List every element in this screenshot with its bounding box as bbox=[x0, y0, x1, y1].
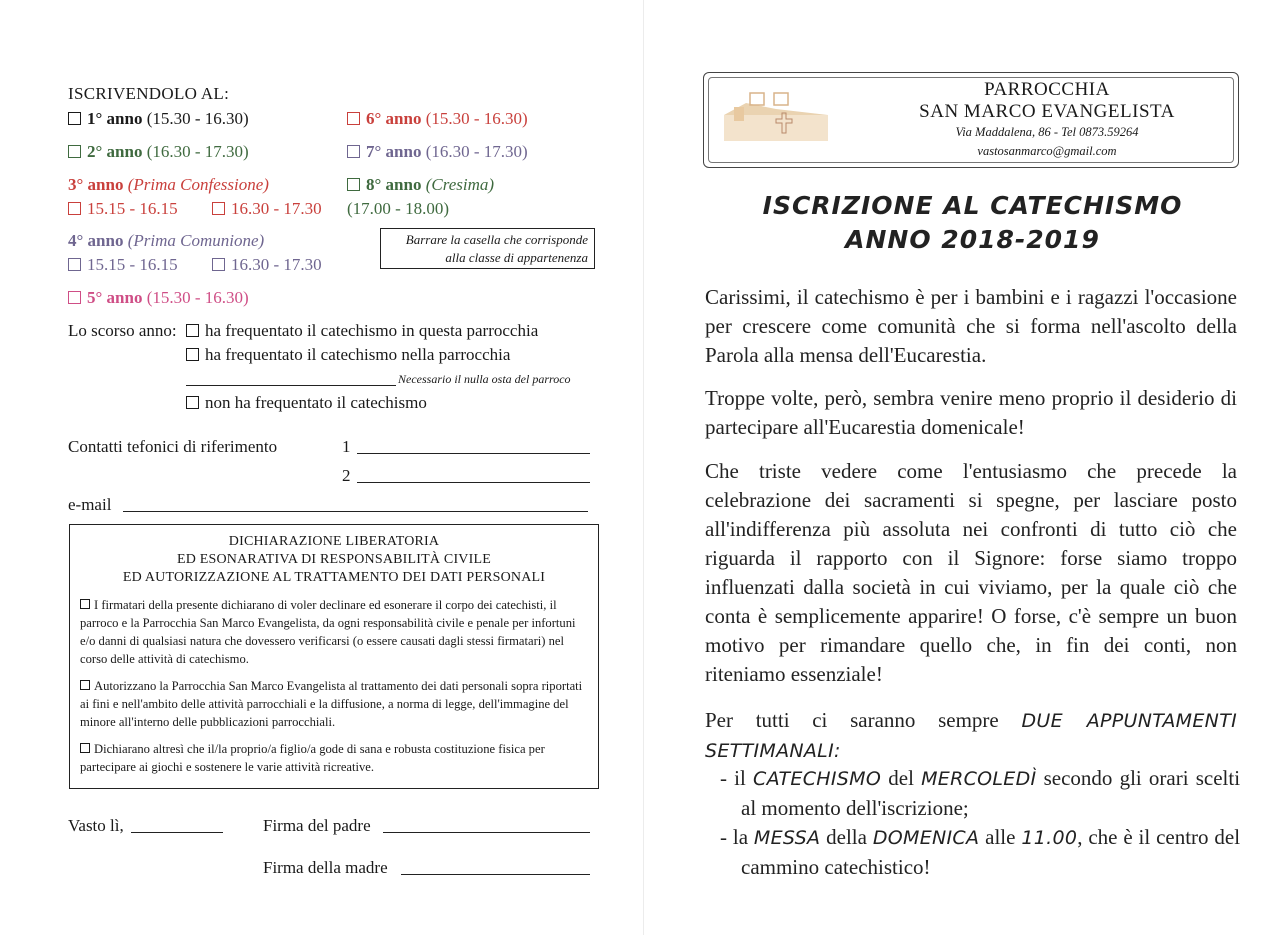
checkbox-icon[interactable] bbox=[80, 680, 90, 690]
paragraph-4 bbox=[705, 706, 1237, 766]
paragraph-1: Carissimi, il catechismo è per i bambini e i ragazzi l'occasione per crescere come comunità che si forma nell'ascolto della Parola alla mensa dell'Eucarestia. bbox=[705, 285, 1237, 367]
declaration-item-2-text: Autorizzano la Parrocchia San Marco Evangelista al trattamento dei dati personali sopra riportati ai fini e nell'ambito delle attività parrocchiali e la diffusione, a norma di legge, dell'immagine del minore all'interno delle pubblicazioni parrocchiali. bbox=[80, 679, 583, 729]
declaration-title bbox=[80, 533, 588, 587]
year-3-slot-1[interactable] bbox=[68, 199, 178, 219]
paragraph-4-text: Per tutti ci saranno sempre bbox=[705, 708, 999, 732]
checkbox-icon[interactable] bbox=[68, 145, 81, 158]
parish-email: vastosanmarco@gmail.com bbox=[977, 144, 1117, 158]
year-4-slot-2[interactable] bbox=[212, 255, 322, 275]
bullet-text: secondo gli orari scelti al momento dell'iscrizione; bbox=[741, 766, 1241, 820]
instruction-line-1: Barrare la casella che corrisponde bbox=[405, 232, 588, 247]
checkbox-icon[interactable] bbox=[68, 112, 81, 125]
mass-keyword: MESSA bbox=[753, 827, 821, 849]
year-4-slot-1[interactable] bbox=[68, 255, 178, 275]
year-7-time: (16.30 - 17.30) bbox=[425, 142, 528, 161]
date-field[interactable] bbox=[131, 832, 223, 833]
last-year-label: Lo scorso anno: bbox=[68, 321, 177, 340]
year-4-option bbox=[68, 231, 264, 251]
year-8-option[interactable] bbox=[347, 175, 494, 195]
contact-2-number: 2 bbox=[342, 466, 351, 485]
year-3-slot-1-label: 15.15 - 16.15 bbox=[87, 199, 178, 218]
checkbox-icon[interactable] bbox=[186, 396, 199, 409]
declaration-title-line-2: ED ESONARATIVA DI RESPONSABILITÀ CIVILE bbox=[177, 552, 491, 567]
appointments-keyword: DUE APPUNTAMENTI SETTIMANALI: bbox=[705, 710, 1237, 762]
year-3-slot-2[interactable] bbox=[212, 199, 322, 219]
year-4-label: 4° anno bbox=[68, 231, 124, 250]
document-subtitle: ANNO 2018-2019 bbox=[845, 225, 1100, 254]
sunday-keyword: DOMENICA bbox=[872, 827, 980, 849]
declaration-item-3 bbox=[80, 740, 588, 776]
parish-info bbox=[864, 79, 1230, 161]
year-5-time: (15.30 - 16.30) bbox=[146, 288, 249, 307]
last-year-option-2[interactable] bbox=[186, 345, 510, 365]
father-signature-field[interactable] bbox=[383, 832, 590, 833]
list-item bbox=[720, 764, 1240, 823]
paragraph-2: Troppe volte, però, sembra venire meno proprio il desiderio di partecipare all'Eucarestia domenicale! bbox=[705, 386, 1237, 439]
enroll-label: ISCRIVENDOLO AL: bbox=[68, 84, 230, 103]
year-1-time: (15.30 - 16.30) bbox=[146, 109, 249, 128]
year-8-time: (17.00 - 18.00) bbox=[347, 199, 449, 218]
year-6-time: (15.30 - 16.30) bbox=[425, 109, 528, 128]
checkbox-icon[interactable] bbox=[347, 145, 360, 158]
bullet-text: alle bbox=[985, 825, 1016, 849]
appointments-list bbox=[720, 764, 1240, 882]
parish-name-field[interactable] bbox=[186, 385, 396, 386]
year-3-label: 3° anno bbox=[68, 175, 124, 194]
contact-1-number: 1 bbox=[342, 437, 351, 456]
last-year-option-1[interactable] bbox=[186, 321, 538, 341]
year-3-option bbox=[68, 175, 269, 195]
bullet-dash: - bbox=[720, 825, 727, 849]
last-year-option-3-label: non ha frequentato il catechismo bbox=[205, 393, 427, 412]
bullet-text: il bbox=[734, 766, 746, 790]
parish-name: SAN MARCO EVANGELISTA bbox=[919, 101, 1175, 122]
wednesday-keyword: MERCOLEDÌ bbox=[921, 768, 1037, 790]
year-6-label: 6° anno bbox=[366, 109, 422, 128]
year-1-option[interactable] bbox=[68, 109, 249, 129]
year-4-slot-2-label: 16.30 - 17.30 bbox=[231, 255, 322, 274]
year-8-note: (Cresima) bbox=[425, 175, 495, 194]
year-5-option[interactable] bbox=[68, 288, 249, 308]
page-fold bbox=[643, 0, 644, 935]
last-year-option-2-label: ha frequentato il catechismo nella parrocchia bbox=[205, 345, 511, 364]
contacts-label: Contatti tefonici di riferimento bbox=[68, 437, 278, 456]
contact-1-field[interactable] bbox=[357, 453, 590, 454]
year-2-option[interactable] bbox=[68, 142, 249, 162]
year-7-label: 7° anno bbox=[366, 142, 422, 161]
checkbox-icon[interactable] bbox=[186, 348, 199, 361]
time-keyword: 11.00 bbox=[1021, 827, 1078, 849]
email-label: e-mail bbox=[68, 495, 112, 514]
bullet-text: , che è il centro del cammino catechistico! bbox=[741, 825, 1241, 879]
checkbox-icon[interactable] bbox=[68, 202, 81, 215]
parish-header bbox=[703, 72, 1239, 168]
instruction-note bbox=[380, 228, 595, 269]
year-2-time: (16.30 - 17.30) bbox=[146, 142, 249, 161]
place-label: Vasto lì, bbox=[68, 816, 124, 835]
checkbox-icon[interactable] bbox=[347, 112, 360, 125]
year-3-note: (Prima Confessione) bbox=[127, 175, 269, 194]
checkbox-icon[interactable] bbox=[212, 258, 225, 271]
year-7-option[interactable] bbox=[347, 142, 528, 162]
year-4-slot-1-label: 15.15 - 16.15 bbox=[87, 255, 178, 274]
year-2-label: 2° anno bbox=[87, 142, 143, 161]
checkbox-icon[interactable] bbox=[80, 599, 90, 609]
year-4-note: (Prima Comunione) bbox=[127, 231, 265, 250]
church-logo-icon bbox=[716, 85, 831, 147]
declaration-item-1-text: I firmatari della presente dichiarano di voler declinare ed esonerare il corpo dei catechisti, il parroco e la Parrocchia San Marco Evangelista, da ogni responsabilità civile e penale per infortuni e/o danni di qualsiasi natura che dovessero verificarsi (o essere causati dagli stessi firmatari) nel corso delle attività di catechismo. bbox=[80, 598, 576, 666]
bullet-text: del bbox=[888, 766, 914, 790]
bullet-text: della bbox=[826, 825, 867, 849]
year-5-label: 5° anno bbox=[87, 288, 143, 307]
mother-signature-label: Firma della madre bbox=[263, 858, 388, 877]
bullet-text: la bbox=[732, 825, 749, 849]
mother-signature-field[interactable] bbox=[401, 874, 590, 875]
liability-declaration bbox=[69, 524, 599, 789]
checkbox-icon[interactable] bbox=[68, 291, 81, 304]
parish-label: PARROCCHIA bbox=[984, 79, 1110, 100]
year-3-slot-2-label: 16.30 - 17.30 bbox=[231, 199, 322, 218]
parish-address: Via Maddalena, 86 - Tel 0873.59264 bbox=[955, 125, 1139, 139]
paragraph-3: Che triste vedere come l'entusiasmo che precede la celebrazione dei sacramenti si spegne, per lasciare posto all'indifferenza più assoluta nei confronti di tutto ciò che riguarda il rapporto con il Signore: forse siamo troppo influenzati dalla società in cui viviamo, per la quale ciò che conta è semplicemente apparire! O forse, c'è sempre un buon motivo per rimandare quello che, in fin dei conti, non riteniamo essenziale! bbox=[705, 459, 1237, 686]
declaration-item-2 bbox=[80, 677, 588, 731]
checkbox-icon[interactable] bbox=[186, 324, 199, 337]
declaration-item-3-text: Dichiarano altresì che il/la proprio/a figlio/a gode di sana e robusta costituzione fisica per partecipare ai giochi e sostenere le varie attività ricreative. bbox=[80, 742, 545, 774]
checkbox-icon[interactable] bbox=[212, 202, 225, 215]
checkbox-icon[interactable] bbox=[347, 178, 360, 191]
checkbox-icon[interactable] bbox=[68, 258, 81, 271]
checkbox-icon[interactable] bbox=[80, 743, 90, 753]
last-year-option-3[interactable] bbox=[186, 393, 427, 413]
list-item bbox=[720, 823, 1240, 882]
last-year-option-1-label: ha frequentato il catechismo in questa parrocchia bbox=[205, 321, 539, 340]
document-title: ISCRIZIONE AL CATECHISMO bbox=[762, 191, 1183, 220]
year-1-label: 1° anno bbox=[87, 109, 143, 128]
instruction-line-2: alla classe di appartenenza bbox=[445, 250, 588, 265]
year-6-option[interactable] bbox=[347, 109, 528, 129]
father-signature-label: Firma del padre bbox=[263, 816, 371, 835]
year-8-label: 8° anno bbox=[366, 175, 422, 194]
contact-2-field[interactable] bbox=[357, 482, 590, 483]
catechism-keyword: CATECHISMO bbox=[753, 768, 882, 790]
bullet-dash: - bbox=[720, 766, 727, 790]
declaration-title-line-1: DICHIARAZIONE LIBERATORIA bbox=[228, 534, 440, 549]
declaration-item-1 bbox=[80, 596, 588, 668]
email-field[interactable] bbox=[123, 511, 588, 512]
declaration-title-line-3: ED AUTORIZZAZIONE AL TRATTAMENTO DEI DATI PERSONALI bbox=[122, 570, 546, 585]
nulla-osta-note: Necessario il nulla osta del parroco bbox=[398, 372, 571, 386]
